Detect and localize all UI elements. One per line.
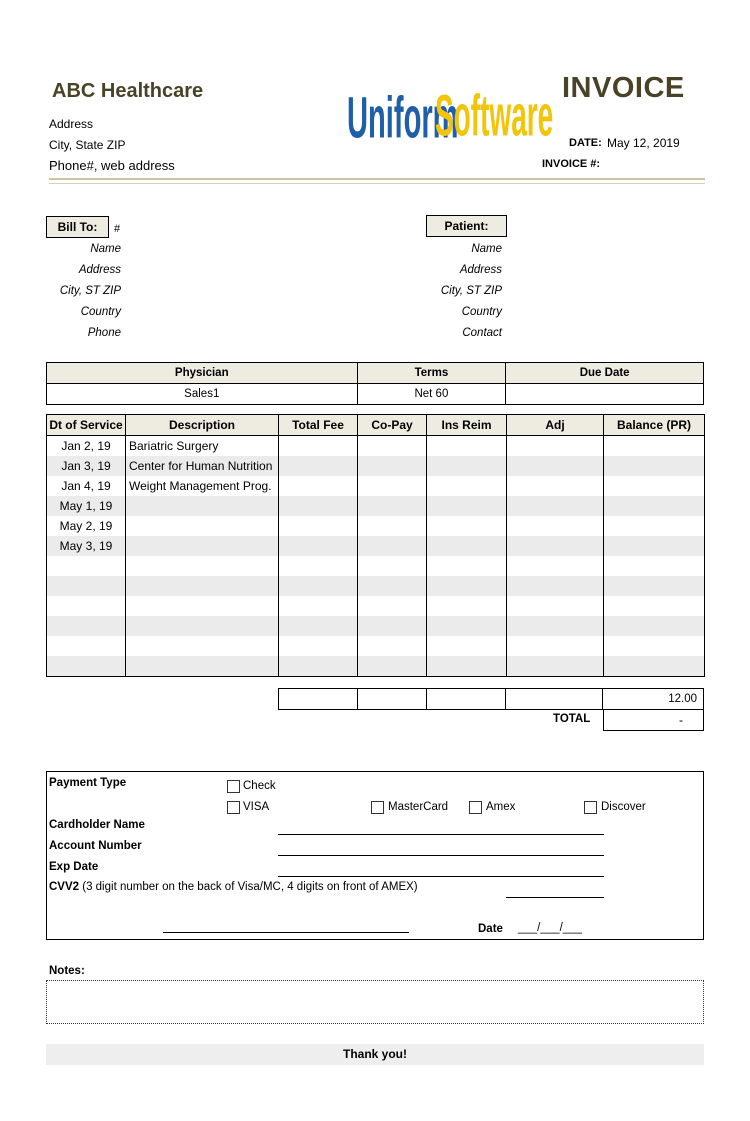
thank-you-banner: Thank you! xyxy=(46,1044,704,1065)
ins-reim-cell[interactable] xyxy=(427,656,507,677)
adj-cell[interactable] xyxy=(507,436,604,457)
table-row xyxy=(47,476,705,496)
mastercard-checkbox[interactable] xyxy=(371,801,384,814)
terms-table xyxy=(46,362,704,405)
co-pay-cell[interactable] xyxy=(358,576,427,596)
ins-reim-sum xyxy=(426,689,506,710)
ins-reim-cell[interactable] xyxy=(427,556,507,576)
services-table xyxy=(46,414,705,677)
ins-reim-cell[interactable] xyxy=(427,456,507,476)
service-description[interactable] xyxy=(126,556,279,576)
total-fee-cell[interactable] xyxy=(279,436,358,457)
exp-date-label: Exp Date xyxy=(49,861,99,873)
co-pay-cell[interactable] xyxy=(358,516,427,536)
cvv2-line[interactable] xyxy=(506,897,604,898)
service-description[interactable] xyxy=(126,536,279,556)
table-row xyxy=(47,536,705,556)
total-label: TOTAL xyxy=(553,713,591,725)
total-fee-cell[interactable] xyxy=(279,636,358,656)
service-description[interactable]: Weight Management Prog. xyxy=(126,476,279,496)
service-date[interactable]: Jan 3, 19 xyxy=(47,456,126,476)
service-date[interactable] xyxy=(47,616,126,636)
description-header: Description xyxy=(126,415,279,436)
table-row xyxy=(47,616,705,636)
balance-sum: 12.00 xyxy=(603,689,704,710)
ins-reim-header: Ins Reim xyxy=(427,415,507,436)
service-date[interactable] xyxy=(47,576,126,596)
header-divider xyxy=(49,183,705,184)
terms-value[interactable]: Net 60 xyxy=(357,384,506,405)
adj-cell[interactable] xyxy=(507,496,604,516)
visa-checkbox[interactable] xyxy=(227,801,240,814)
service-description[interactable] xyxy=(126,596,279,616)
total-value-box xyxy=(603,709,704,731)
patient-name: Name xyxy=(471,243,502,255)
table-row xyxy=(47,576,705,596)
co-pay-cell[interactable] xyxy=(358,636,427,656)
due-date-value[interactable] xyxy=(506,384,704,405)
total-fee-cell[interactable] xyxy=(279,596,358,616)
total-value: - xyxy=(679,713,683,727)
total-fee-cell[interactable] xyxy=(279,456,358,476)
total-fee-cell[interactable] xyxy=(279,556,358,576)
patient-address: Address xyxy=(459,264,502,276)
service-date[interactable]: May 1, 19 xyxy=(47,496,126,516)
bill-to-label: Bill To: xyxy=(46,216,109,238)
ins-reim-cell[interactable] xyxy=(427,496,507,516)
adj-cell[interactable] xyxy=(507,536,604,556)
table-row xyxy=(47,496,705,516)
service-date[interactable]: May 2, 19 xyxy=(47,516,126,536)
adj-cell[interactable] xyxy=(507,656,604,677)
service-date[interactable]: Jan 2, 19 xyxy=(47,436,126,457)
balance-cell[interactable] xyxy=(604,596,705,616)
service-date[interactable] xyxy=(47,636,126,656)
payment-date-label: Date xyxy=(478,923,503,935)
co-pay-cell[interactable] xyxy=(358,556,427,576)
mastercard-label: MasterCard xyxy=(388,801,449,813)
co-pay-cell[interactable] xyxy=(358,436,427,457)
adj-cell[interactable] xyxy=(507,456,604,476)
check-checkbox[interactable] xyxy=(227,780,240,793)
balance-cell[interactable] xyxy=(604,556,705,576)
adj-header: Adj xyxy=(507,415,604,436)
ins-reim-cell[interactable] xyxy=(427,436,507,457)
total-fee-cell[interactable] xyxy=(279,536,358,556)
total-fee-cell[interactable] xyxy=(279,476,358,496)
co-pay-cell[interactable] xyxy=(358,596,427,616)
ins-reim-cell[interactable] xyxy=(427,576,507,596)
patient-city: City, ST ZIP xyxy=(440,285,502,297)
bill-to-country: Country xyxy=(80,306,121,318)
co-pay-cell[interactable] xyxy=(358,656,427,677)
signature-line[interactable] xyxy=(163,932,409,933)
table-row xyxy=(47,516,705,536)
dt-of-service-header: Dt of Service xyxy=(47,415,126,436)
notes-label: Notes: xyxy=(49,965,85,977)
ins-reim-cell[interactable] xyxy=(427,596,507,616)
total-fee-sum xyxy=(279,689,358,710)
co-pay-cell[interactable] xyxy=(358,536,427,556)
exp-date-line[interactable] xyxy=(278,876,604,877)
total-fee-cell[interactable] xyxy=(279,616,358,636)
service-date[interactable] xyxy=(47,556,126,576)
co-pay-cell[interactable] xyxy=(358,616,427,636)
visa-label: VISA xyxy=(243,801,270,813)
due-date-header: Due Date xyxy=(506,363,704,384)
adj-cell[interactable] xyxy=(507,596,604,616)
table-row xyxy=(47,656,705,677)
account-number-label: Account Number xyxy=(49,840,142,852)
balance-cell[interactable] xyxy=(604,636,705,656)
company-name: ABC Healthcare xyxy=(52,80,204,102)
cardholder-line[interactable] xyxy=(278,834,604,835)
service-date[interactable]: May 3, 19 xyxy=(47,536,126,556)
co-pay-header: Co-Pay xyxy=(358,415,427,436)
total-fee-cell[interactable] xyxy=(279,576,358,596)
balance-cell[interactable] xyxy=(604,456,705,476)
logo-software-text: Software xyxy=(435,81,554,149)
logo-uniform-text: Uniform xyxy=(347,84,459,151)
service-description[interactable] xyxy=(126,636,279,656)
date-value[interactable]: May 12, 2019 xyxy=(607,136,680,150)
service-description[interactable] xyxy=(126,656,279,677)
co-pay-cell[interactable] xyxy=(358,476,427,496)
ins-reim-cell[interactable] xyxy=(427,476,507,496)
check-label: Check xyxy=(243,780,276,792)
terms-header: Terms xyxy=(357,363,506,384)
balance-cell[interactable] xyxy=(604,536,705,556)
co-pay-cell[interactable] xyxy=(358,496,427,516)
amex-checkbox[interactable] xyxy=(469,801,482,814)
balance-cell[interactable] xyxy=(604,516,705,536)
bill-to-city: City, ST ZIP xyxy=(59,285,121,297)
adj-sum xyxy=(506,689,603,710)
adj-cell[interactable] xyxy=(507,476,604,496)
balance-header: Balance (PR) xyxy=(604,415,705,436)
patient-contact: Contact xyxy=(462,327,502,339)
co-pay-sum xyxy=(357,689,426,710)
adj-cell[interactable] xyxy=(507,556,604,576)
service-date[interactable] xyxy=(47,656,126,677)
balance-cell[interactable] xyxy=(604,476,705,496)
ins-reim-cell[interactable] xyxy=(427,536,507,556)
service-date[interactable] xyxy=(47,596,126,616)
balance-cell[interactable] xyxy=(604,576,705,596)
company-address: Address xyxy=(49,117,94,131)
bill-to-name: Name xyxy=(90,243,121,255)
ins-reim-cell[interactable] xyxy=(427,616,507,636)
cvv2-note: (3 digit number on the back of Visa/MC, 4 digits on front of AMEX) xyxy=(79,881,418,893)
balance-cell[interactable] xyxy=(604,616,705,636)
payment-date-blank[interactable]: ___/___/___ xyxy=(518,922,582,934)
cvv2-label: CVV2 xyxy=(49,881,80,893)
table-row xyxy=(47,556,705,576)
bill-to-address: Address xyxy=(78,264,121,276)
ins-reim-cell[interactable] xyxy=(427,516,507,536)
service-description[interactable]: Bariatric Surgery xyxy=(126,436,279,457)
balance-cell[interactable] xyxy=(604,496,705,516)
totals-row xyxy=(278,688,704,710)
physician-header: Physician xyxy=(47,363,358,384)
company-phone-web: Phone#, web address xyxy=(49,158,175,173)
invoice-title: INVOICE xyxy=(562,72,685,104)
discover-checkbox[interactable] xyxy=(584,801,597,814)
total-fee-cell[interactable] xyxy=(279,656,358,677)
co-pay-cell[interactable] xyxy=(358,456,427,476)
table-row xyxy=(47,436,705,457)
adj-cell[interactable] xyxy=(507,576,604,596)
company-city: City, State ZIP xyxy=(49,138,126,152)
table-row xyxy=(47,596,705,616)
physician-value[interactable]: Sales1 xyxy=(47,384,358,405)
service-description[interactable] xyxy=(126,576,279,596)
patient-label: Patient: xyxy=(426,215,507,237)
amex-label: Amex xyxy=(486,801,516,813)
service-date[interactable]: Jan 4, 19 xyxy=(47,476,126,496)
payment-type-label: Payment Type xyxy=(49,777,127,789)
total-fee-header: Total Fee xyxy=(279,415,358,436)
cvv2-row xyxy=(49,881,418,893)
adj-cell[interactable] xyxy=(507,636,604,656)
ins-reim-cell[interactable] xyxy=(427,636,507,656)
table-row xyxy=(47,636,705,656)
notes-box[interactable] xyxy=(46,980,704,1024)
bill-to-phone: Phone xyxy=(87,327,121,339)
total-fee-cell[interactable] xyxy=(279,516,358,536)
discover-label: Discover xyxy=(601,801,646,813)
invoice-number-label: INVOICE #: xyxy=(542,158,601,170)
total-fee-cell[interactable] xyxy=(279,496,358,516)
bill-to-number: # xyxy=(114,223,121,235)
adj-cell[interactable] xyxy=(507,616,604,636)
service-description[interactable] xyxy=(126,496,279,516)
service-description[interactable]: Center for Human Nutrition xyxy=(126,456,279,476)
account-number-line[interactable] xyxy=(278,855,604,856)
adj-cell[interactable] xyxy=(507,516,604,536)
balance-cell[interactable] xyxy=(604,656,705,677)
date-label: DATE: xyxy=(569,137,602,149)
cardholder-label: Cardholder Name xyxy=(49,819,145,831)
balance-cell[interactable] xyxy=(604,436,705,457)
header-divider xyxy=(49,178,705,180)
service-description[interactable] xyxy=(126,616,279,636)
service-description[interactable] xyxy=(126,516,279,536)
table-row xyxy=(47,456,705,476)
uniformsoftware-logo xyxy=(347,62,554,151)
patient-country: Country xyxy=(461,306,502,318)
